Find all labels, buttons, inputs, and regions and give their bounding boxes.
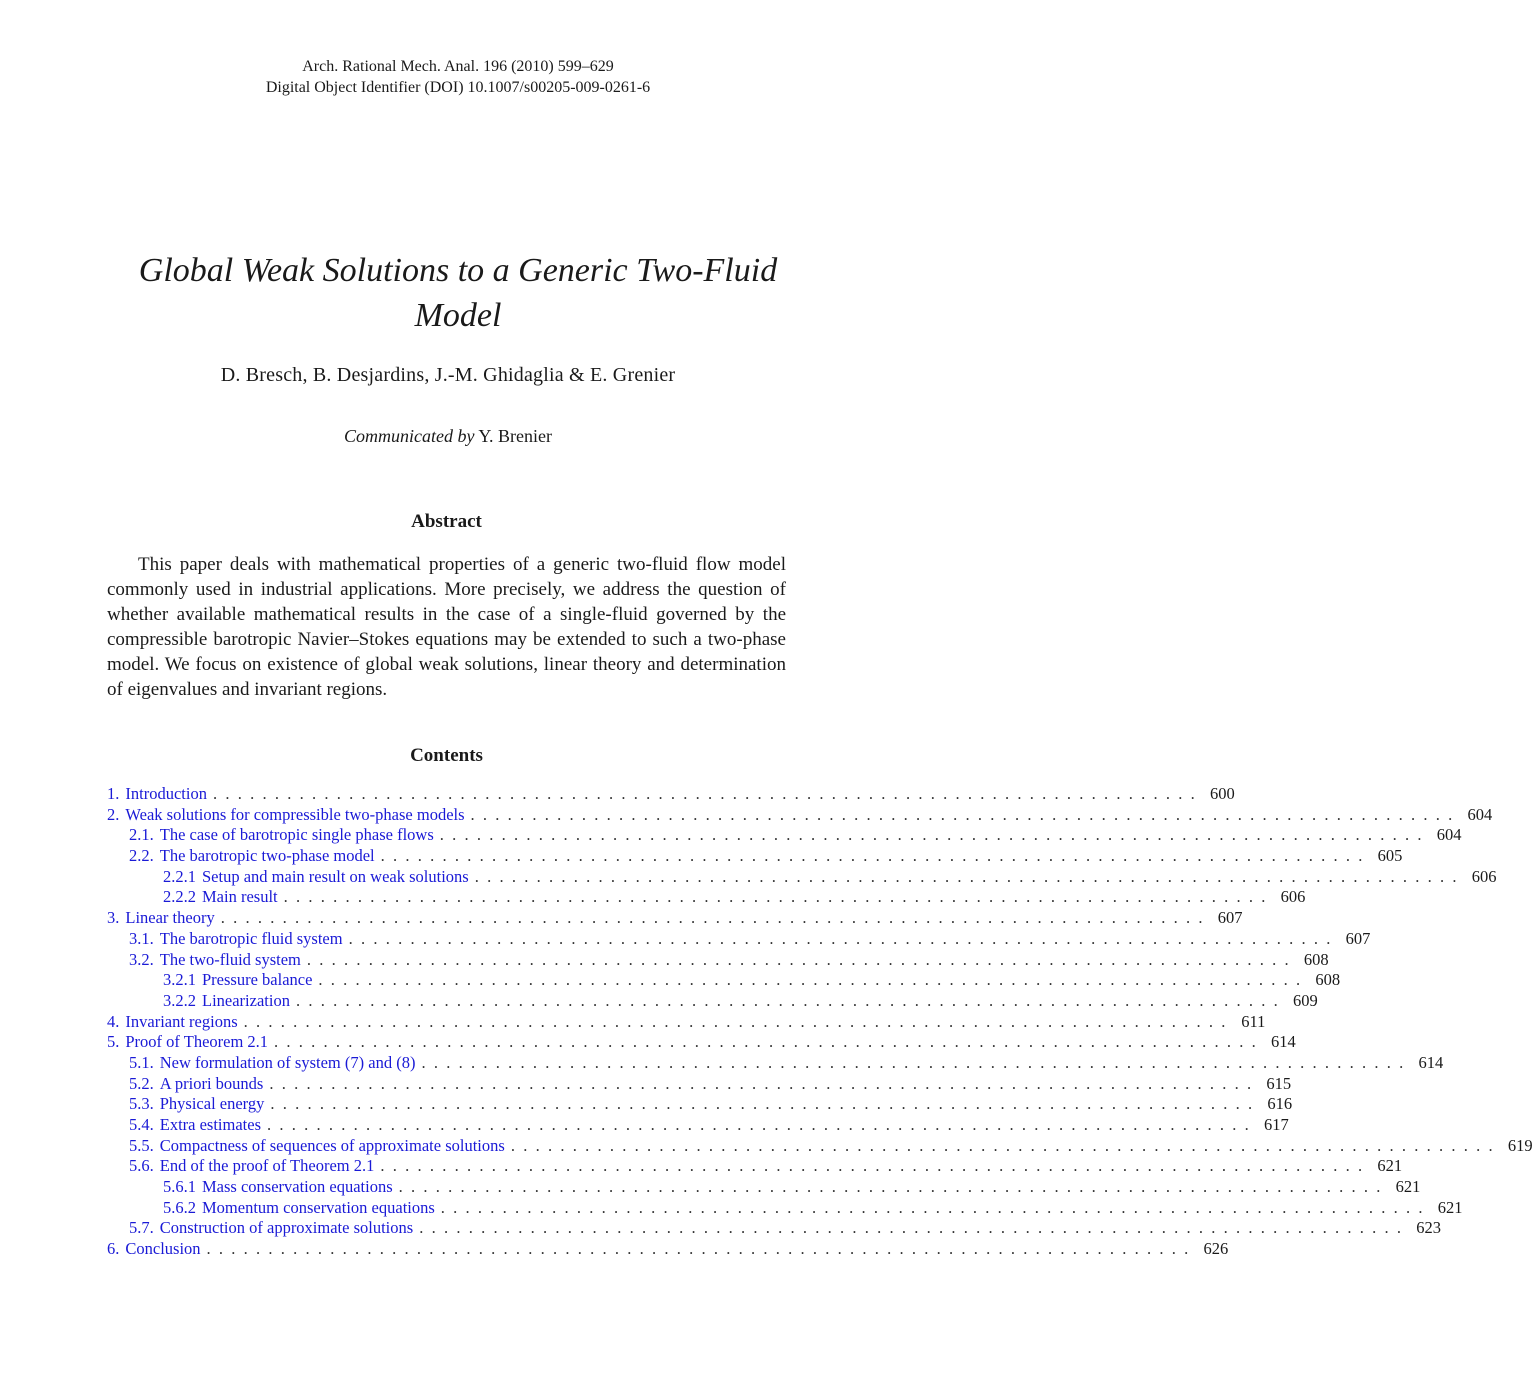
toc-section-number: 5.6. — [129, 1156, 154, 1176]
doi-line: Digital Object Identifier (DOI) 10.1007/s00205-009-0261-6 — [265, 79, 651, 96]
toc-page-number: 621 — [1395, 1177, 1421, 1197]
toc-page-number: 619 — [1507, 1135, 1533, 1155]
toc-entry[interactable] — [107, 866, 1497, 888]
toc-entry[interactable] — [107, 1135, 1533, 1157]
toc-section-title: Linear theory — [125, 908, 215, 928]
toc-link[interactable] — [129, 1094, 270, 1114]
toc-leader-dots: . . . . . . . . . . . . . . . . . . . . . . . . . . . . . . . . . . . . . . . . . . . . . . . . . . . . . . . . . . . . . . . . . . . . . . . . . . . . . . . . — [283, 887, 1266, 907]
toc-section-number: 2.2. — [129, 846, 154, 866]
toc-section-title: Extra estimates — [159, 1115, 262, 1134]
toc-section-number: 3.1. — [129, 928, 154, 948]
toc-leader-dots: . . . . . . . . . . . . . . . . . . . . . . . . . . . . . . . . . . . . . . . . . . . . . . . . . . . . . . . . . . . . . . . . . . . . . . . . . . . . . . . . — [295, 990, 1278, 1010]
toc-page-number: 621 — [1437, 1197, 1463, 1217]
table-of-contents — [107, 784, 1533, 1260]
toc-page-number: 604 — [1467, 804, 1493, 824]
toc-leader-dots: . . . . . . . . . . . . . . . . . . . . . . . . . . . . . . . . . . . . . . . . . . . . . . . . . . . . . . . . . . . . . . . . . . . . . . . . . . . . . . . . — [474, 866, 1457, 886]
toc-entry[interactable] — [107, 1239, 1229, 1260]
toc-section-title: Construction of approximate solutions — [159, 1218, 414, 1238]
toc-section-title: Pressure balance — [202, 970, 313, 990]
toc-entry[interactable] — [107, 1156, 1403, 1177]
toc-section-title: The barotropic fluid system — [159, 928, 343, 948]
toc-entry[interactable] — [107, 1052, 1444, 1074]
toc-entry[interactable] — [107, 970, 1341, 991]
toc-section-number: 5.5. — [129, 1135, 154, 1155]
toc-page-number: 611 — [1241, 1011, 1266, 1031]
toc-section-title: Main result — [202, 887, 278, 907]
toc-leader-dots: . . . . . . . . . . . . . . . . . . . . . . . . . . . . . . . . . . . . . . . . . . . . . . . . . . . . . . . . . . . . . . . . . . . . . . . . . . . . . . . . — [267, 1115, 1249, 1134]
toc-page-number: 615 — [1266, 1073, 1292, 1093]
toc-section-number: 5.2. — [129, 1073, 154, 1093]
toc-leader-dots: . . . . . . . . . . . . . . . . . . . . . . . . . . . . . . . . . . . . . . . . . . . . . . . . . . . . . . . . . . . . . . . . . . . . . . . . . . . . . . . . — [243, 1011, 1226, 1031]
toc-entry[interactable] — [107, 1177, 1421, 1198]
toc-page-number: 607 — [1345, 928, 1371, 948]
toc-section-title: End of the proof of Theorem 2.1 — [159, 1156, 375, 1176]
toc-leader-dots: . . . . . . . . . . . . . . . . . . . . . . . . . . . . . . . . . . . . . . . . . . . . . . . . . . . . . . . . . . . . . . . . . . . . . . . . . . . . . . . . — [306, 949, 1289, 969]
toc-section-number: 5.3. — [129, 1094, 154, 1114]
toc-section-title: A priori bounds — [159, 1073, 264, 1093]
toc-section-number: 6. — [107, 1239, 120, 1259]
toc-link[interactable] — [129, 929, 349, 949]
paper-title: Global Weak Solutions to a Generic Two-Fluid Model — [138, 252, 778, 334]
toc-section-number: 5.7. — [129, 1218, 154, 1238]
toc-entry[interactable] — [107, 1011, 1266, 1033]
author-list: D. Bresch, B. Desjardins, J.-M. Ghidaglia & E. Grenier — [220, 364, 676, 386]
toc-section-title: The case of barotropic single phase flows — [159, 825, 434, 845]
toc-leader-dots: . . . . . . . . . . . . . . . . . . . . . . . . . . . . . . . . . . . . . . . . . . . . . . . . . . . . . . . . . . . . . . . . . . . . . . . . . . . . . . . . — [470, 804, 1453, 824]
toc-link[interactable] — [163, 970, 318, 990]
toc-entry[interactable] — [107, 887, 1306, 908]
communicating-editor: Y. Brenier — [478, 426, 552, 446]
toc-leader-dots: . . . . . . . . . . . . . . . . . . . . . . . . . . . . . . . . . . . . . . . . . . . . . . . . . . . . . . . . . . . . . . . . . . . . . . . . . . . . . . . . — [206, 1239, 1189, 1259]
toc-page-number: 614 — [1271, 1032, 1296, 1052]
toc-entry[interactable] — [107, 1032, 1296, 1053]
toc-entry[interactable] — [107, 949, 1329, 971]
toc-page-number: 609 — [1292, 990, 1318, 1010]
toc-section-title: Linearization — [202, 990, 290, 1010]
toc-link[interactable] — [129, 846, 381, 866]
journal-header — [0, 56, 916, 98]
toc-section-title: Momentum conservation equations — [202, 1197, 435, 1217]
toc-page-number: 617 — [1264, 1115, 1289, 1134]
toc-section-title: Compactness of sequences of approximate solutions — [159, 1135, 505, 1155]
toc-section-number: 5.4. — [129, 1115, 154, 1134]
toc-page-number: 607 — [1217, 908, 1243, 928]
journal-citation: Arch. Rational Mech. Anal. 196 (2010) 599–629 — [302, 58, 614, 75]
toc-leader-dots: . . . . . . . . . . . . . . . . . . . . . . . . . . . . . . . . . . . . . . . . . . . . . . . . . . . . . . . . . . . . . . . . . . . . . . . . . . . . . . . . — [419, 1218, 1401, 1238]
toc-page-number: 626 — [1203, 1239, 1229, 1259]
toc-section-number: 5.6.1 — [163, 1177, 196, 1197]
toc-section-title: Mass conservation equations — [202, 1177, 393, 1197]
toc-section-title: The two-fluid system — [159, 949, 301, 969]
toc-section-number: 3.2.1 — [163, 970, 196, 990]
toc-entry[interactable] — [107, 784, 1235, 805]
toc-section-number: 2.2.2 — [163, 887, 196, 907]
toc-link[interactable] — [107, 805, 471, 825]
toc-page-number: 605 — [1377, 846, 1403, 866]
toc-link[interactable] — [129, 950, 307, 970]
contents-heading: Contents — [410, 745, 483, 766]
toc-link[interactable] — [129, 825, 440, 845]
abstract-heading: Abstract — [411, 511, 482, 532]
toc-page-number: 616 — [1267, 1094, 1293, 1114]
toc-link[interactable] — [129, 1115, 267, 1135]
toc-link[interactable] — [163, 991, 296, 1011]
toc-page-number: 606 — [1280, 887, 1306, 907]
toc-leader-dots: . . . . . . . . . . . . . . . . . . . . . . . . . . . . . . . . . . . . . . . . . . . . . . . . . . . . . . . . . . . . . . . . . . . . . . . . . . . . . . . . — [318, 970, 1301, 990]
toc-entry[interactable] — [107, 908, 1243, 929]
toc-leader-dots: . . . . . . . . . . . . . . . . . . . . . . . . . . . . . . . . . . . . . . . . . . . . . . . . . . . . . . . . . . . . . . . . . . . . . . . . . . . . . . . . — [421, 1052, 1404, 1072]
toc-section-title: Introduction — [125, 784, 207, 803]
toc-entry[interactable] — [107, 1073, 1292, 1095]
toc-section-title: The barotropic two-phase model — [159, 846, 375, 866]
toc-link[interactable] — [107, 1239, 207, 1259]
toc-link[interactable] — [129, 1156, 380, 1176]
toc-section-number: 2. — [107, 804, 120, 824]
communicated-prefix: Communicated by — [344, 426, 475, 446]
toc-entry[interactable] — [107, 1094, 1293, 1115]
toc-page-number: 604 — [1436, 825, 1462, 845]
toc-link[interactable] — [163, 887, 284, 907]
toc-entry[interactable] — [107, 928, 1371, 950]
toc-leader-dots: . . . . . . . . . . . . . . . . . . . . . . . . . . . . . . . . . . . . . . . . . . . . . . . . . . . . . . . . . . . . . . . . . . . . . . . . . . . . . . . . — [274, 1032, 1256, 1052]
toc-entry[interactable] — [107, 1197, 1463, 1219]
toc-section-number: 5.6.2 — [163, 1197, 196, 1217]
toc-leader-dots: . . . . . . . . . . . . . . . . . . . . . . . . . . . . . . . . . . . . . . . . . . . . . . . . . . . . . . . . . . . . . . . . . . . . . . . . . . . . . . . . — [439, 825, 1422, 845]
toc-leader-dots: . . . . . . . . . . . . . . . . . . . . . . . . . . . . . . . . . . . . . . . . . . . . . . . . . . . . . . . . . . . . . . . . . . . . . . . . . . . . . . . . — [380, 846, 1363, 866]
toc-leader-dots: . . . . . . . . . . . . . . . . . . . . . . . . . . . . . . . . . . . . . . . . . . . . . . . . . . . . . . . . . . . . . . . . . . . . . . . . . . . . . . . . — [220, 908, 1203, 928]
toc-section-number: 4. — [107, 1011, 120, 1031]
toc-section-title: Setup and main result on weak solutions — [202, 866, 469, 886]
toc-leader-dots: . . . . . . . . . . . . . . . . . . . . . . . . . . . . . . . . . . . . . . . . . . . . . . . . . . . . . . . . . . . . . . . . . . . . . . . . . . . . . . . . — [212, 784, 1195, 803]
toc-page-number: 606 — [1471, 866, 1497, 886]
toc-section-number: 3.2.2 — [163, 990, 196, 1010]
toc-section-number: 1. — [107, 784, 120, 803]
toc-leader-dots: . . . . . . . . . . . . . . . . . . . . . . . . . . . . . . . . . . . . . . . . . . . . . . . . . . . . . . . . . . . . . . . . . . . . . . . . . . . . . . . . — [380, 1156, 1363, 1176]
toc-section-number: 2.2.1 — [163, 866, 196, 886]
toc-section-title: New formulation of system (7) and (8) — [159, 1052, 416, 1072]
toc-leader-dots: . . . . . . . . . . . . . . . . . . . . . . . . . . . . . . . . . . . . . . . . . . . . . . . . . . . . . . . . . . . . . . . . . . . . . . . . . . . . . . . . — [440, 1197, 1423, 1217]
toc-entry[interactable] — [107, 846, 1403, 867]
toc-section-title: Weak solutions for compressible two-phase models — [125, 804, 465, 824]
toc-entry[interactable] — [107, 825, 1462, 846]
toc-leader-dots: . . . . . . . . . . . . . . . . . . . . . . . . . . . . . . . . . . . . . . . . . . . . . . . . . . . . . . . . . . . . . . . . . . . . . . . . . . . . . . . . — [510, 1135, 1493, 1155]
toc-section-title: Proof of Theorem 2.1 — [125, 1032, 269, 1052]
toc-section-number: 5. — [107, 1032, 120, 1052]
toc-leader-dots: . . . . . . . . . . . . . . . . . . . . . . . . . . . . . . . . . . . . . . . . . . . . . . . . . . . . . . . . . . . . . . . . . . . . . . . . . . . . . . . . — [270, 1094, 1253, 1114]
toc-link[interactable] — [163, 1198, 441, 1218]
toc-leader-dots: . . . . . . . . . . . . . . . . . . . . . . . . . . . . . . . . . . . . . . . . . . . . . . . . . . . . . . . . . . . . . . . . . . . . . . . . . . . . . . . . — [398, 1177, 1381, 1197]
toc-section-number: 3.2. — [129, 949, 154, 969]
toc-page-number: 608 — [1315, 970, 1341, 990]
toc-link[interactable] — [129, 1136, 511, 1156]
toc-link[interactable] — [129, 1053, 421, 1073]
toc-section-number: 2.1. — [129, 825, 154, 845]
toc-link[interactable] — [129, 1218, 419, 1238]
toc-section-title: Physical energy — [159, 1094, 265, 1114]
toc-page-number: 608 — [1303, 949, 1329, 969]
toc-leader-dots: . . . . . . . . . . . . . . . . . . . . . . . . . . . . . . . . . . . . . . . . . . . . . . . . . . . . . . . . . . . . . . . . . . . . . . . . . . . . . . . . — [348, 928, 1331, 948]
toc-entry[interactable] — [107, 990, 1318, 1012]
toc-entry[interactable] — [107, 1218, 1441, 1239]
toc-page-number: 621 — [1377, 1156, 1403, 1176]
toc-link[interactable] — [107, 908, 221, 928]
toc-leader-dots: . . . . . . . . . . . . . . . . . . . . . . . . . . . . . . . . . . . . . . . . . . . . . . . . . . . . . . . . . . . . . . . . . . . . . . . . . . . . . . . . — [269, 1073, 1252, 1093]
communicated-by — [0, 426, 896, 447]
toc-entry[interactable] — [107, 804, 1493, 826]
abstract-text: This paper deals with mathematical properties of a generic two-fluid flow model commonly used in industrial applications. More precisely, we address the question of whether available mathematical results in the case of a single-fluid governed by the compressible barotropic Navier–Stokes equations may be extended to such a two-phase model. We focus on existence of global weak solutions, linear theory and determination of eigenvalues and invariant regions. — [107, 554, 786, 700]
toc-section-number: 3. — [107, 908, 120, 928]
toc-page-number: 614 — [1418, 1052, 1444, 1072]
toc-entry[interactable] — [107, 1115, 1289, 1136]
toc-page-number: 623 — [1416, 1218, 1441, 1238]
toc-link[interactable] — [107, 784, 213, 804]
toc-section-number: 5.1. — [129, 1052, 154, 1072]
toc-page-number: 600 — [1209, 784, 1235, 803]
toc-link[interactable] — [129, 1074, 269, 1094]
toc-link[interactable] — [163, 1177, 399, 1197]
toc-section-title: Invariant regions — [125, 1011, 238, 1031]
toc-link[interactable] — [107, 1012, 244, 1032]
toc-section-title: Conclusion — [125, 1239, 201, 1259]
toc-link[interactable] — [107, 1032, 274, 1052]
toc-link[interactable] — [163, 867, 475, 887]
